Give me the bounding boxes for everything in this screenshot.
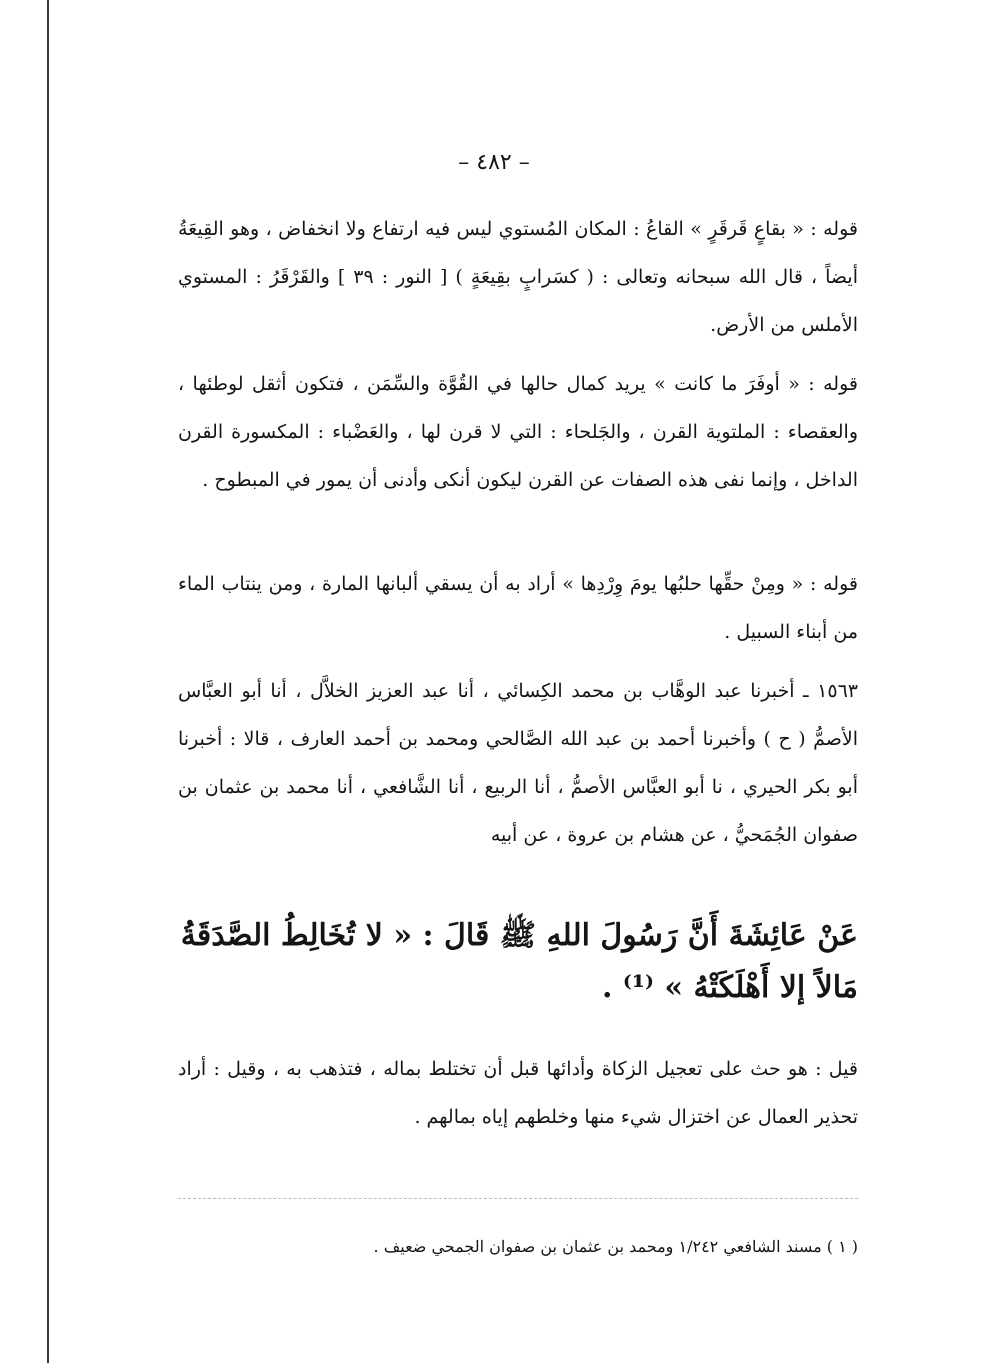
paragraph-halbuha-explanation: قوله : « ومِنْ حقِّها حلبُها يومَ وِرْدِها » أراد به أن يسقي ألبانها المارة ، ومن ينتاب الماء من أبناء السبيل . [178,573,858,643]
footnote-separator [178,1198,858,1199]
page-number: – ٤٨٢ – [458,150,530,175]
footnote: ( ١ ) مسند الشافعي ١/٢٤٢ ومحمد بن عثمان بن صفوان الجمحي ضعيف . [373,1237,858,1256]
paragraph-commentary: قيل : هو حث على تعجيل الزكاة وأدائها قبل أن تختلط بماله ، فتذهب به ، وقيل : أراد تحذير العمال عن اختزال شيء منها وخلطهم إياه بمالهم . [178,1058,858,1128]
paragraph-awfar-explanation: قوله : « أوفَرَ ما كانت » يريد كمال حالها في القُوَّة والسِّمَن ، فتكون أثقل لوطئها ، والعقصاء : الملتوية القرن ، والجَلحاء : التي لا قرن لها ، والعَضْباء : المكسورة القرن الداخل ، وإنما نفى هذه الصفات عن القرن ليكون أنكى وأدنى أن يمور في المبطوح . [178,373,858,491]
page-edge-line [47,0,49,1363]
paragraph-isnad: ١٥٦٣ ـ أخبرنا عبد الوهَّاب بن محمد الكِسائي ، أنا عبد العزيز الخلاَّل ، أنا أبو العبَّاس الأصمُّ ( ح ) وأخبرنا أحمد بن عبد الله الصَّالحي ومحمد بن أحمد العارف ، قالا : أخبرنا أبو بكر الحيري ، نا أبو العبَّاس الأصمُّ ، أنا الربيع ، أنا الشَّافعي ، أنا محمد بن عثمان بن صفوان الجُمَحيُّ ، عن هشام بن عروة ، عن أبيه [178,680,858,846]
paragraph-qaa-explanation: قوله : « بقاعٍ قَرقَرٍ » القاعُ : المكان المُستوي ليس فيه ارتفاع ولا انخفاض ، وهو القِيعَةُ أيضاً ، قال الله سبحانه وتعالى : ( كسَرابٍ بقِيعَةٍ ) [ النور : ٣٩ ] والقَرْقَرُ : المستوي الأملس من الأرض. [178,218,858,336]
hadith-text: عَنْ عَائِشَةَ أَنَّ رَسُولَ اللهِ ﷺ قَالَ : « لا تُخَالِطُ الصَّدَقَةُ مَالاً إلا أَهْلَكَتْهُ » ⁽¹⁾ . [180,918,858,1005]
